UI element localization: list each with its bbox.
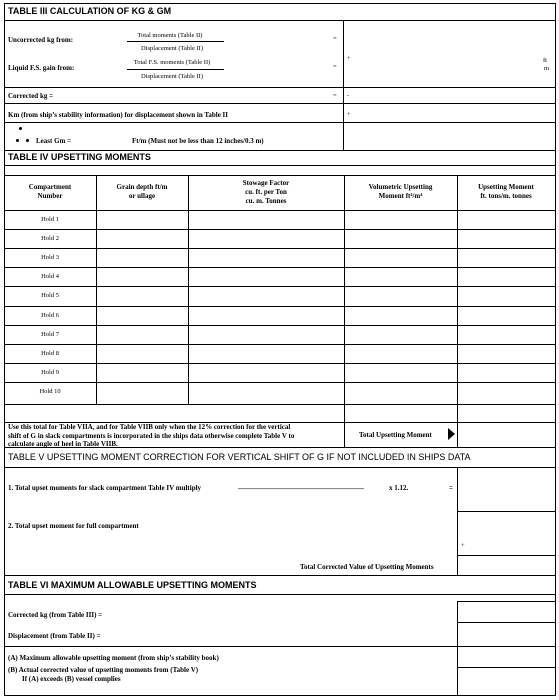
header-line: or ullage [128, 192, 156, 200]
rule [457, 511, 555, 512]
hold-label: Hold 10 [39, 388, 61, 395]
col-divider [457, 601, 458, 695]
table4-note [8, 423, 294, 449]
row-divider [4, 286, 556, 287]
rule [4, 175, 556, 176]
total-upsetting-moment-label: Total Upsetting Moment [359, 431, 432, 439]
rule [4, 3, 556, 4]
table-row [4, 248, 555, 267]
rule [4, 467, 556, 468]
col-header-volumetric [344, 183, 457, 201]
table-row [4, 229, 555, 248]
note-line: shift of G in slack compartments is incorporated in the ships data otherwise complete Table V to [8, 431, 295, 440]
equals-sign: = [449, 484, 453, 492]
total-corrected-label: Total Corrected Value of Upsetting Moments [300, 563, 434, 571]
fraction2-bar [127, 69, 224, 70]
header-line: Upsetting Moment [478, 183, 534, 191]
frame-right [555, 3, 556, 696]
row-divider [4, 229, 556, 230]
col-header-compartment [4, 183, 96, 201]
row-divider [4, 344, 556, 345]
hold-label: Hold 1 [41, 216, 59, 223]
table-row [4, 306, 555, 325]
header-line: cu. m. Tonnes [245, 197, 287, 205]
rule [457, 555, 555, 556]
table-row [4, 210, 555, 229]
rule [4, 575, 556, 576]
header-line: Compartment [28, 183, 72, 191]
fraction1-numerator: Total moments (Table II) [137, 32, 203, 39]
header-line: cu. ft. per Ton [245, 188, 287, 196]
hold-label: Hold 5 [41, 292, 59, 299]
rule [343, 87, 556, 88]
arrow-right-icon [448, 428, 455, 440]
fraction2-numerator: Total F.S. moments (Table II) [133, 59, 211, 66]
row-divider [4, 248, 556, 249]
hold-label: Hold 9 [41, 369, 59, 376]
row-divider [4, 382, 556, 383]
header-line: Volumetric Upsetting [368, 183, 433, 191]
rule [4, 150, 556, 151]
table5-line1-mult: x 1.12. [389, 484, 409, 492]
rule [4, 87, 343, 88]
rule [457, 622, 555, 623]
equals-sign: = [333, 35, 337, 42]
rule [4, 122, 556, 123]
hold-label: Hold 7 [41, 331, 59, 338]
row-divider [4, 325, 556, 326]
row-divider [4, 306, 556, 307]
rule [4, 594, 556, 595]
row-divider [4, 267, 556, 268]
row-divider [4, 363, 556, 364]
rule [457, 601, 555, 602]
header-line: Grain depth ft/m [116, 183, 168, 191]
plus-sign: + [461, 542, 465, 549]
equals-sign: = [333, 92, 337, 99]
least-gm-note: Ft/m (Must not be less than 12 inches/0.3 m) [132, 137, 264, 145]
table-row [4, 325, 555, 344]
rule [4, 447, 556, 448]
uncorrected-kg-label: Uncorrected kg from: [8, 36, 74, 44]
table-row [4, 382, 555, 401]
unit-m: m [544, 65, 550, 72]
header-line: ft. tons/m. tonnes [480, 192, 532, 200]
plus-sign: + [347, 55, 351, 62]
corrected-kg-label: Corrected kg = [8, 92, 54, 100]
rule [4, 20, 556, 21]
header-line: Number [37, 192, 63, 200]
bullet-icon [16, 139, 19, 142]
rule [457, 646, 555, 647]
unit-ft: ft [543, 57, 547, 64]
note-line: calculate angle of heel in Table VIIB. [8, 440, 118, 448]
table4-title: TABLE IV UPSETTING MOMENTS [8, 152, 151, 162]
table6-complies: If (A) exceeds (B) vessel complies [22, 675, 121, 683]
least-gm-label: Least Gm = [36, 137, 72, 145]
fraction1-denominator: Displacement (Table II) [141, 45, 203, 52]
fraction1-bar [127, 41, 224, 42]
table6-item-b: (B) Actual corrected value of upsetting moments from (Table V) [8, 666, 199, 674]
hold-label: Hold 4 [41, 273, 59, 280]
rule [4, 404, 556, 405]
col-header-grain-depth [96, 183, 188, 201]
header-line: Moment ft⁴/m⁴ [378, 192, 423, 200]
table-row [4, 363, 555, 382]
hold-label: Hold 3 [41, 254, 59, 261]
table5-line1-blank: ____________________________________ [238, 482, 364, 490]
hold-label: Hold 2 [41, 235, 59, 242]
table-row [4, 344, 555, 363]
rule [4, 695, 556, 696]
km-label: Km (from ship’s stability information) for displacement shown in Table II [8, 111, 229, 119]
hold-label: Hold 6 [41, 312, 59, 319]
equals-sign: = [333, 63, 337, 70]
bullet-icon [19, 127, 22, 130]
rule [457, 667, 555, 668]
fraction2-denominator: Displacement (Table II) [141, 73, 203, 80]
table5-title: TABLE V UPSETTING MOMENT CORRECTION FOR VERTICAL SHIFT OF G IF NOT INCLUDED IN SHIPS DATA [8, 452, 471, 462]
minus-sign: - [347, 92, 350, 99]
table-row [4, 267, 555, 286]
table-row [4, 286, 555, 305]
header-line: Stowage Factor [242, 179, 290, 187]
table6-title: TABLE VI MAXIMUM ALLOWABLE UPSETTING MOMENTS [8, 580, 257, 590]
rule [4, 165, 556, 166]
col-header-stowage-factor [188, 179, 344, 206]
table6-corrected-kg: Corrected kg (from Table III) = [8, 611, 103, 619]
rule [4, 103, 556, 104]
bullet-icon [26, 139, 29, 142]
liquid-fs-label: Liquid F.S. gain from: [8, 64, 75, 72]
col-divider [457, 467, 458, 575]
table5-line2: 2. Total upset moment for full compartment [8, 522, 139, 530]
hold-label: Hold 8 [41, 350, 59, 357]
table3-divider [343, 20, 344, 150]
note-line: Use this total for Table VIIA, and for Table VIIB only when the 12% correction for the vertical [8, 423, 291, 431]
plus-sign: + [347, 111, 351, 118]
col-header-upsetting-moment [457, 183, 555, 201]
table6-displacement: Displacement (from Table II) = [8, 632, 101, 640]
table6-item-a: (A) Maximum allowable upsetting moment (from ship’s stability book) [8, 654, 219, 662]
table3-title: TABLE III CALCULATION OF KG & GM [8, 6, 172, 16]
table5-line1: 1. Total upset moments for slack compartment Table IV multiply [8, 484, 202, 492]
